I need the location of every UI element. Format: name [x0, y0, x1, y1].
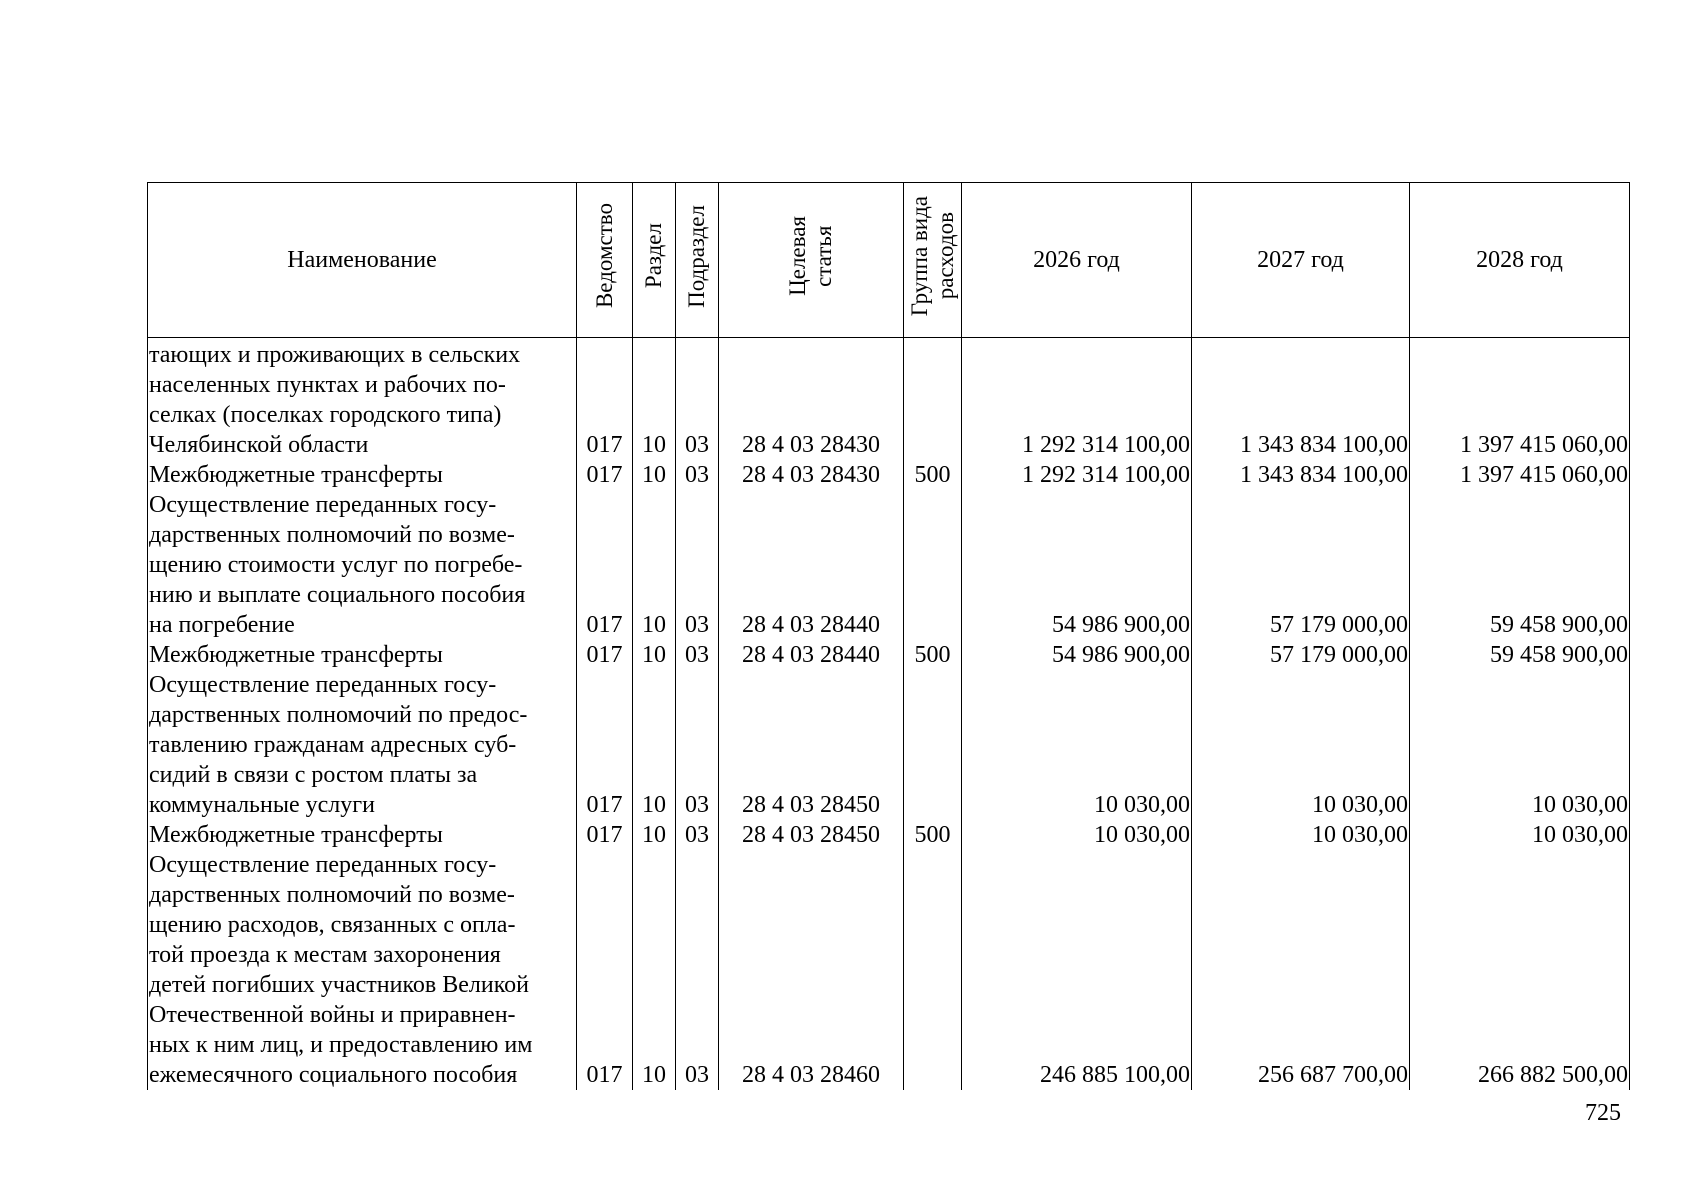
row-subsection-cell: 03: [676, 820, 719, 850]
row-name-line: дарственных полномочий по возме-: [149, 522, 515, 548]
row-exp-group-cell: [904, 490, 962, 640]
row-2026-cell: 10 030,00: [962, 670, 1192, 820]
row-2026-cell: 1 292 314 100,00: [962, 460, 1192, 490]
row-2026-cell: 10 030,00: [962, 820, 1192, 850]
col-header-exp-group: [904, 183, 962, 338]
row-name-line: детей погибших участников Великой: [149, 972, 530, 998]
row-target-cell: 28 4 03 28440: [719, 640, 904, 670]
row-name-line: населенных пунктах и рабочих по-: [149, 372, 506, 398]
row-name-line: Челябинской области: [149, 432, 369, 458]
row-exp-group-cell: [904, 670, 962, 820]
row-name-line: щению стоимости услуг по погребе-: [149, 552, 523, 578]
row-subsection-cell: 03: [676, 460, 719, 490]
row-dept-cell: 017: [577, 850, 633, 1090]
row-name-line: Межбюджетные трансферты: [149, 822, 443, 848]
row-2027-cell: 10 030,00: [1192, 670, 1410, 820]
row-2028-cell: 1 397 415 060,00: [1410, 338, 1630, 461]
row-dept-cell: 017: [577, 640, 633, 670]
row-2027-cell: 57 179 000,00: [1192, 490, 1410, 640]
row-subsection-cell: 03: [676, 850, 719, 1090]
row-name-line: нию и выплате социального пособия: [149, 582, 526, 608]
row-name-line: той проезда к местам захоронения: [149, 942, 501, 968]
row-exp-group-cell: 500: [904, 820, 962, 850]
row-name-line: Осуществление переданных госу-: [149, 492, 497, 518]
row-2028-cell: 10 030,00: [1410, 820, 1630, 850]
row-name-line: Межбюджетные трансферты: [149, 462, 443, 488]
row-dept-cell: 017: [577, 670, 633, 820]
table-body: [148, 338, 1630, 1091]
row-name-cell: [148, 490, 577, 640]
row-name-line: тавлению гражданам адресных суб-: [149, 732, 517, 758]
row-name-line: селках (поселках городского типа): [149, 402, 502, 428]
col-header-section: Раздел: [633, 183, 676, 338]
col-header-2026: 2026 год: [962, 183, 1192, 338]
row-target-cell: 28 4 03 28430: [719, 338, 904, 461]
row-name-cell: [148, 640, 577, 670]
row-2026-cell: 54 986 900,00: [962, 490, 1192, 640]
row-section-cell: 10: [633, 820, 676, 850]
row-2028-cell: 266 882 500,00: [1410, 850, 1630, 1090]
table-row: [148, 460, 1630, 490]
row-subsection-cell: 03: [676, 670, 719, 820]
row-2028-cell: 59 458 900,00: [1410, 640, 1630, 670]
row-target-cell: 28 4 03 28440: [719, 490, 904, 640]
row-target-cell: 28 4 03 28450: [719, 820, 904, 850]
col-header-target: [719, 183, 904, 338]
row-dept-cell: 017: [577, 460, 633, 490]
row-dept-cell: 017: [577, 820, 633, 850]
col-header-2028: 2028 год: [1410, 183, 1630, 338]
row-exp-group-cell: [904, 338, 962, 461]
row-name-line: тающих и проживающих в сельских: [149, 342, 521, 368]
row-name-line: Осуществление переданных госу-: [149, 852, 497, 878]
row-section-cell: 10: [633, 460, 676, 490]
row-2026-cell: 1 292 314 100,00: [962, 338, 1192, 461]
row-2027-cell: 1 343 834 100,00: [1192, 460, 1410, 490]
row-name-cell: [148, 850, 577, 1090]
row-name-line: ежемесячного социального пособия: [149, 1062, 518, 1088]
row-name-line: щению расходов, связанных с опла-: [149, 912, 516, 938]
row-2027-cell: 57 179 000,00: [1192, 640, 1410, 670]
row-subsection-cell: 03: [676, 338, 719, 461]
row-exp-group-cell: [904, 850, 962, 1090]
row-name-line: Межбюджетные трансферты: [149, 642, 443, 668]
row-2028-cell: 59 458 900,00: [1410, 490, 1630, 640]
col-header-exp-line2: расходов: [932, 212, 958, 300]
row-name-line: дарственных полномочий по возме-: [149, 882, 515, 908]
row-2027-cell: 10 030,00: [1192, 820, 1410, 850]
row-subsection-cell: 03: [676, 490, 719, 640]
col-header-exp-line1: Группа вида: [906, 195, 932, 317]
row-section-cell: 10: [633, 338, 676, 461]
row-subsection-cell: 03: [676, 640, 719, 670]
row-name-line: на погребение: [149, 612, 295, 638]
row-2026-cell: 246 885 100,00: [962, 850, 1192, 1090]
row-target-cell: 28 4 03 28450: [719, 670, 904, 820]
row-target-cell: 28 4 03 28460: [719, 850, 904, 1090]
row-dept-cell: 017: [577, 338, 633, 461]
col-header-name: Наименование: [148, 183, 577, 338]
row-target-cell: 28 4 03 28430: [719, 460, 904, 490]
row-name-line: коммунальные услуги: [149, 792, 375, 818]
row-name-line: ных к ним лиц, и предоставлению им: [149, 1032, 533, 1058]
row-name-cell: [148, 820, 577, 850]
row-dept-cell: 017: [577, 490, 633, 640]
page-number: 725: [1585, 1100, 1621, 1126]
row-2028-cell: 10 030,00: [1410, 670, 1630, 820]
table-header-row: [148, 183, 1630, 338]
table-row: [148, 490, 1630, 640]
row-name-line: дарственных полномочий по предос-: [149, 702, 528, 728]
budget-table: [147, 182, 1630, 1090]
row-2028-cell: 1 397 415 060,00: [1410, 460, 1630, 490]
row-name-line: сидий в связи с ростом платы за: [149, 762, 478, 788]
row-2027-cell: 256 687 700,00: [1192, 850, 1410, 1090]
row-name-cell: [148, 338, 577, 461]
table-row: [148, 640, 1630, 670]
row-exp-group-cell: 500: [904, 640, 962, 670]
row-section-cell: 10: [633, 670, 676, 820]
table-row: [148, 338, 1630, 461]
table-row: [148, 820, 1630, 850]
row-2026-cell: 54 986 900,00: [962, 640, 1192, 670]
row-name-line: Осуществление переданных госу-: [149, 672, 497, 698]
row-name-cell: [148, 460, 577, 490]
row-name-line: Отечественной войны и приравнен-: [149, 1002, 516, 1028]
row-2027-cell: 1 343 834 100,00: [1192, 338, 1410, 461]
row-section-cell: 10: [633, 490, 676, 640]
col-header-2027: 2027 год: [1192, 183, 1410, 338]
row-section-cell: 10: [633, 640, 676, 670]
row-name-cell: [148, 670, 577, 820]
col-header-dept: Ведомство: [577, 183, 633, 338]
row-section-cell: 10: [633, 850, 676, 1090]
col-header-target-line1: Целевая: [785, 216, 810, 296]
col-header-subsection: Подраздел: [676, 183, 719, 338]
table-row: [148, 850, 1630, 1090]
col-header-target-line2: статья: [811, 225, 836, 287]
table-row: [148, 670, 1630, 820]
row-exp-group-cell: 500: [904, 460, 962, 490]
